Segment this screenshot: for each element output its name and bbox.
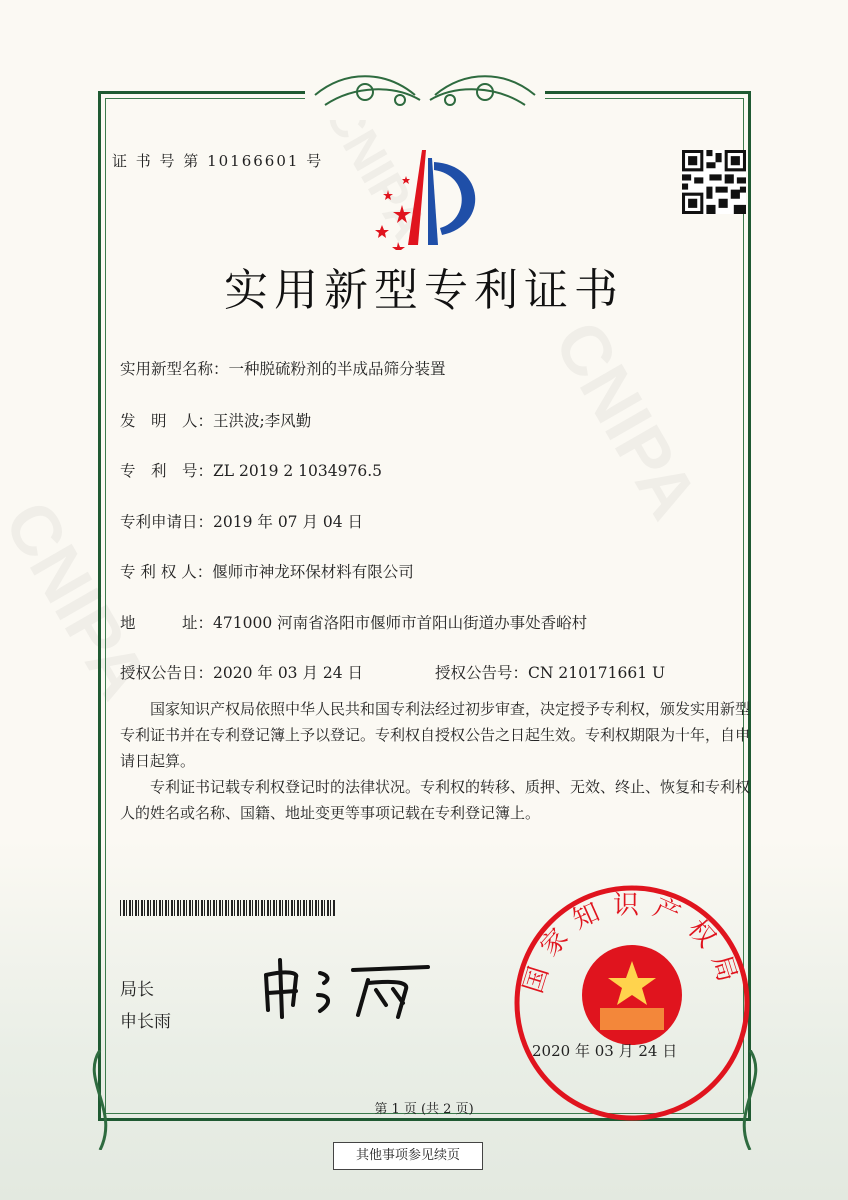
paragraph: 专利证书记载专利权登记时的法律状况。专利权的转移、质押、无效、终止、恢复和专利权人的姓名或名称、国籍、地址变更等事项记载在专利登记簿上。 [120, 778, 751, 822]
field-label: 发 明 人： [120, 412, 214, 430]
barcode [120, 900, 335, 916]
seal-text: 国家知识产权局 [518, 890, 746, 997]
field-utility-model-name [120, 357, 446, 379]
field-grant-number [435, 661, 665, 683]
field-inventor [120, 409, 311, 431]
field-value: CN 210171661 U [528, 664, 666, 682]
page-info: 第 1 页 (共 2 页) [374, 1102, 474, 1117]
signatory-title: 局长 [120, 980, 154, 1000]
seal-date: 2020 年 03 月 24 日 [532, 1042, 678, 1060]
field-patentee [120, 560, 414, 582]
field-label: 授权公告号： [435, 664, 529, 682]
field-value: ZL 2019 2 1034976.5 [213, 462, 382, 480]
field-label: 专 利 号： [120, 462, 214, 480]
cnipa-logo [360, 150, 490, 250]
field-patent-number [120, 459, 382, 481]
field-value: 2020 年 03 月 24 日 [213, 664, 364, 682]
field-value: 471000 河南省洛阳市偃师市首阳山街道办事处香峪村 [213, 614, 588, 632]
certificate-number: 证 书 号 第 10166601 号 [112, 152, 324, 170]
field-application-date [120, 510, 363, 532]
field-grant-date [120, 661, 363, 683]
field-address [120, 611, 587, 633]
field-label: 授权公告日： [120, 664, 214, 682]
signature [258, 955, 438, 1020]
document-title: 实用新型专利证书 [224, 265, 624, 316]
field-label: 专 利 权 人： [120, 563, 213, 581]
field-label: 实用新型名称： [120, 360, 229, 378]
field-value: 王洪波;李风勤 [213, 412, 312, 430]
field-value: 2019 年 07 月 04 日 [213, 513, 364, 531]
top-ornament [305, 70, 545, 120]
field-value: 偃师市神龙环保材料有限公司 [212, 563, 414, 581]
qr-code[interactable] [682, 150, 746, 214]
field-value: 一种脱硫粉剂的半成品筛分装置 [228, 360, 446, 378]
official-seal [512, 883, 752, 1123]
field-label: 地 址： [120, 614, 214, 632]
paragraph: 国家知识产权局依照中华人民共和国专利法经过初步审查，决定授予专利权，颁发实用新型专利证书并在专利登记簿上予以登记。专利权自授权公告之日起生效。专利权期限为十年，自申请日起算。 [120, 700, 751, 770]
footer-note: 其他事项参见续页 [333, 1142, 483, 1170]
signatory-name: 申长雨 [120, 1012, 171, 1032]
field-label: 专利申请日： [120, 513, 214, 531]
